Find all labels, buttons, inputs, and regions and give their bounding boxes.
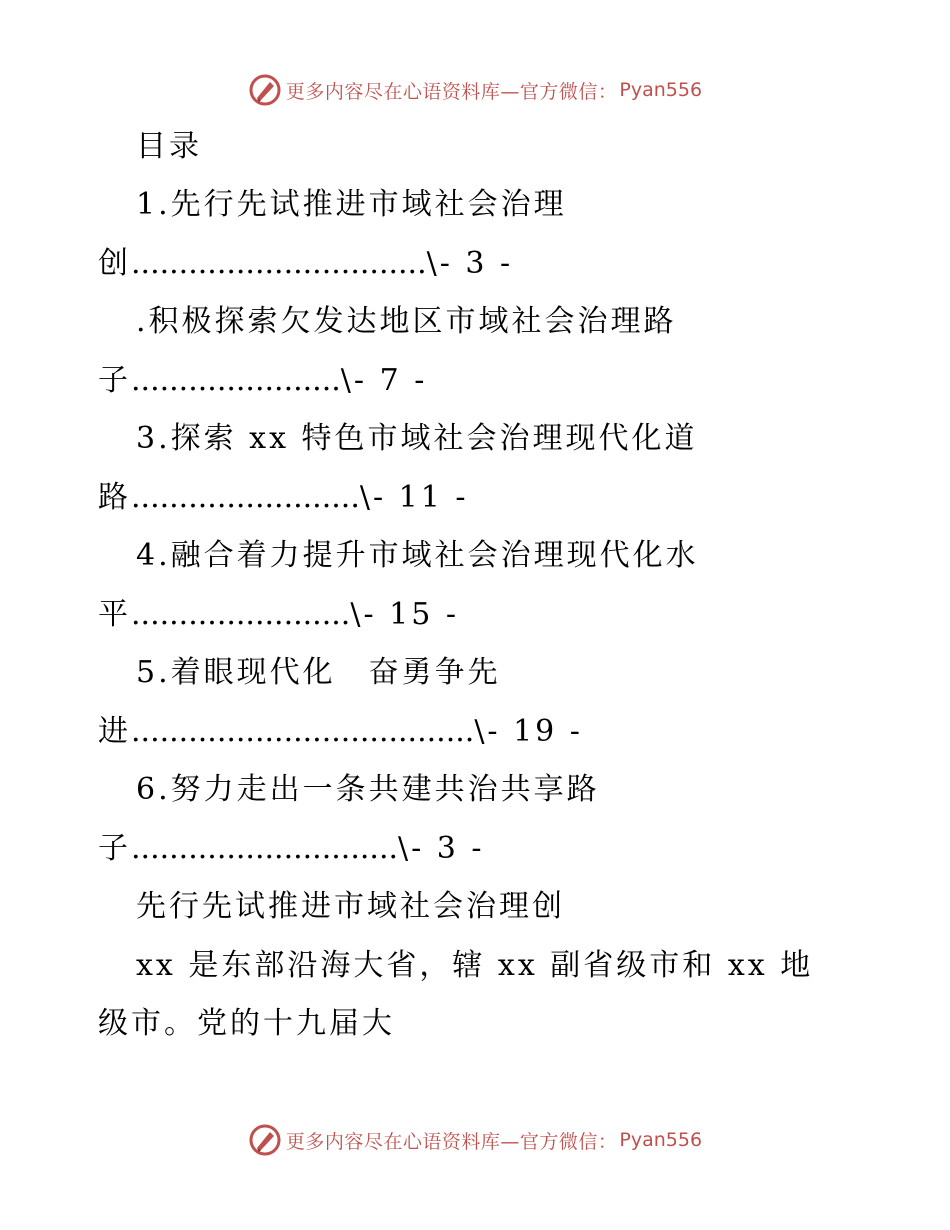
toc-entry-1-tail: 创 bbox=[98, 246, 131, 281]
toc-entry-6-tail: 子 bbox=[98, 831, 131, 866]
toc-entry-4-leader-line bbox=[98, 595, 459, 635]
toc-entry-2-title: .积极探索欠发达地区市域社会治理路 bbox=[136, 304, 677, 339]
toc-entry-2-page: \- 7 - bbox=[340, 363, 428, 398]
toc-entry-4-page: \- 15 - bbox=[350, 597, 459, 632]
toc-entry-5-title: 5.着眼现代化 奋勇争先 bbox=[136, 655, 501, 690]
pen-badge-icon bbox=[248, 73, 282, 107]
toc-entry-3-tail: 路 bbox=[98, 480, 131, 515]
section-title: 先行先试推进市域社会治理创 bbox=[136, 889, 565, 924]
toc-entry-3-title: 3.探索 xx 特色市域社会治理现代化道 bbox=[136, 421, 698, 456]
toc-entry-1-leader-line bbox=[98, 244, 513, 284]
toc-entry-5-leader-line bbox=[98, 712, 583, 752]
toc-entry-4-leader: ....................... bbox=[131, 597, 351, 632]
toc-heading: 目录 bbox=[136, 129, 202, 164]
toc-entry-5-leader: .................................... bbox=[131, 714, 475, 749]
watermark-wechat-id: Pyan556 bbox=[619, 1129, 703, 1151]
toc-entry-5-tail: 进 bbox=[98, 714, 131, 749]
toc-entry-1-page: \- 3 - bbox=[426, 246, 514, 281]
watermark-wechat-id: Pyan556 bbox=[619, 79, 703, 101]
paragraph-line-1: xx 是东部沿海大省，辖 xx 副省级市和 xx 地 bbox=[136, 948, 814, 983]
watermark-banner-top bbox=[0, 70, 950, 110]
toc-entry-5-page: \- 19 - bbox=[474, 714, 583, 749]
toc-entry-4-tail: 平 bbox=[98, 597, 131, 632]
toc-entry-6-page: \- 3 - bbox=[398, 831, 485, 866]
toc-entry-4-title: 4.融合着力提升市域社会治理现代化水 bbox=[136, 538, 699, 573]
toc-entry-3-leader: ........................ bbox=[131, 480, 360, 515]
toc-entry-3-page: \- 11 - bbox=[359, 480, 469, 515]
watermark-banner-bottom bbox=[0, 1120, 950, 1160]
toc-entry-1-leader: ............................... bbox=[131, 246, 427, 281]
toc-entry-6-title: 6.努力走出一条共建共治共享路 bbox=[136, 772, 600, 807]
watermark-text: 更多内容尽在心语资料库—官方微信： bbox=[285, 1130, 618, 1153]
toc-entry-3-leader-line bbox=[98, 478, 469, 518]
toc-entry-6-leader-line bbox=[98, 829, 485, 869]
pen-badge-icon bbox=[248, 1123, 282, 1157]
watermark-text: 更多内容尽在心语资料库—官方微信： bbox=[285, 80, 618, 103]
toc-entry-1-title: 1.先行先试推进市域社会治理 bbox=[136, 187, 567, 222]
toc-entry-2-tail: 子 bbox=[98, 363, 131, 398]
paragraph-line-2: 级市。党的十九届大 bbox=[98, 1006, 395, 1041]
toc-entry-2-leader: ...................... bbox=[131, 363, 341, 398]
toc-entry-2-leader-line bbox=[98, 361, 427, 401]
toc-entry-6-leader: ............................ bbox=[131, 831, 399, 866]
